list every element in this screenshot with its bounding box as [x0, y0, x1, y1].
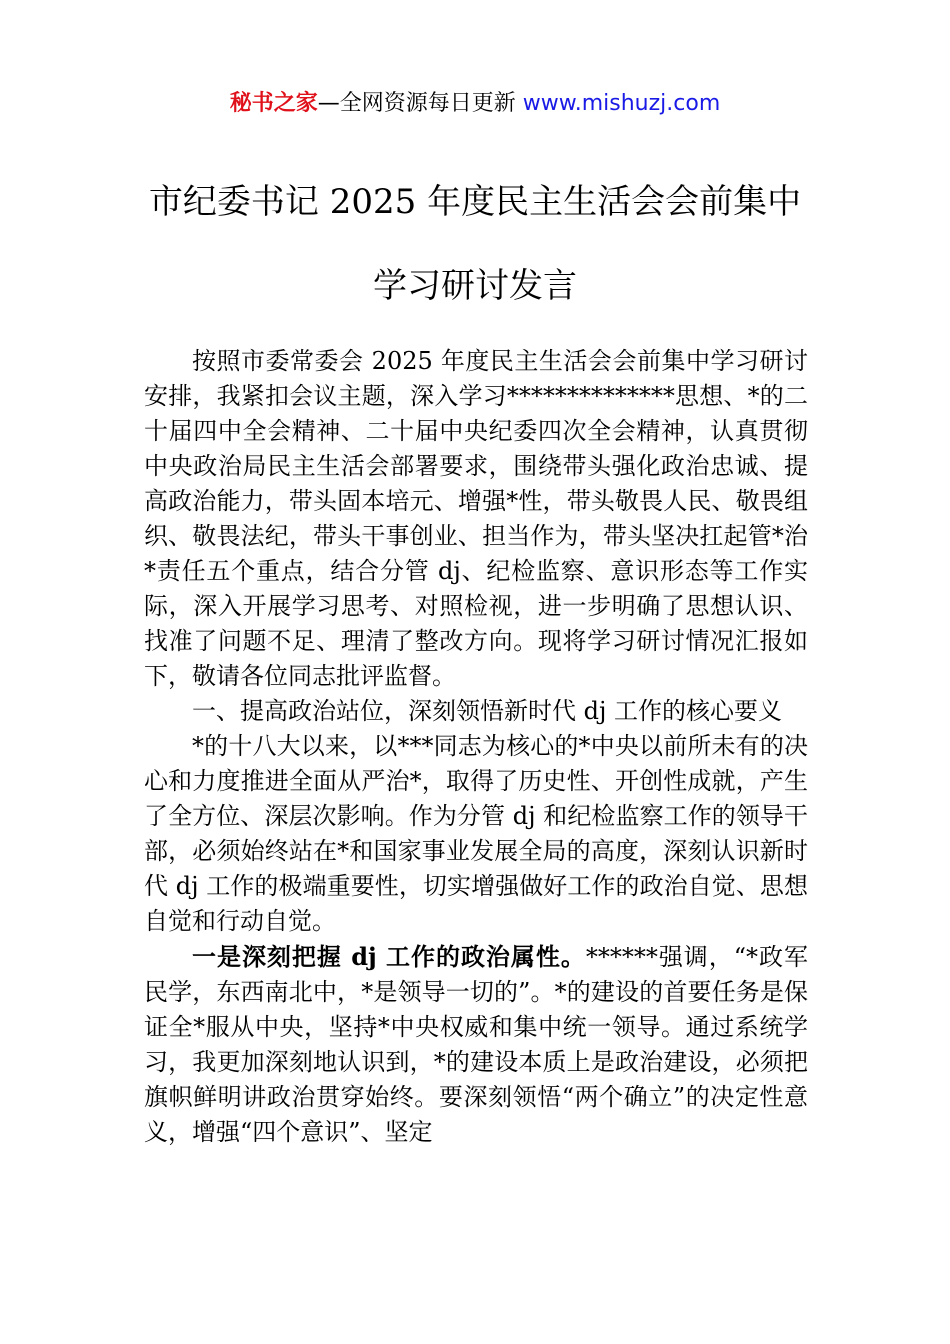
site-link[interactable]: www.mishuzj.com [515, 91, 721, 116]
point-1-lead: 一是深刻把握 dj 工作的政治属性。 [192, 942, 586, 971]
point-1-paragraph [144, 939, 808, 1150]
point-1-text: ******强调，“*政军民学，东西南北中，*是领导一切的”。*的建设的首要任务是保证全*服从中央，坚持*中央权威和集中统一领导。通过系统学习，我更加深刻地认识到，*的建设本质上是政治建设，必须把旗帜鲜明讲政治贯穿始终。要深刻领悟“两个确立”的决定性意义，增强“四个意识”、坚定 [144, 943, 808, 1146]
title-line-2: 学习研讨发言 [373, 266, 577, 306]
banner-tagline: —全网资源每日更新 [317, 91, 516, 116]
section-1-paragraph: *的十八大以来，以***同志为核心的*中央以前所未有的决心和力度推进全面从严治*，取得了历史性、开创性成就，产生了全方位、深层次影响。作为分管 dj 和纪检监察工作的领导干部，必须始终站在*和国家事业发展全局的高度，深刻认识新时代 dj 工作的极端重要性，切实增强做好工作的政治自觉、思想自觉和行动自觉。 [144, 732, 808, 935]
document-body [144, 344, 808, 1150]
intro-paragraph: 按照市委常委会 2025 年度民主生活会会前集中学习研讨安排，我紧扣会议主题，深入学习**************思想、*的二十届四中全会精神、二十届中央纪委四次全会精神，认真贯彻中央政治局民主生活会部署要求，围绕带头强化政治忠诚、提高政治能力，带头固本培元、增强*性，带头敬畏人民、敬畏组织、敬畏法纪，带头干事创业、担当作为，带头坚决扛起管*治*责任五个重点，结合分管 dj、纪检监察、意识形态等工作实际，深入开展学习思考、对照检视，进一步明确了思想认识、找准了问题不足、理清了整改方向。现将学习研讨情况汇报如下，敬请各位同志批评监督。 [144, 347, 808, 690]
brand-name: 秘书之家 [229, 91, 318, 116]
section-1-heading: 一、提高政治站位，深刻领悟新时代 dj 工作的核心要义 [192, 697, 783, 725]
title-line-1: 市纪委书记 2025 年度民主生活会会前集中 [148, 182, 802, 222]
site-banner [0, 88, 950, 120]
document-title [70, 160, 880, 328]
